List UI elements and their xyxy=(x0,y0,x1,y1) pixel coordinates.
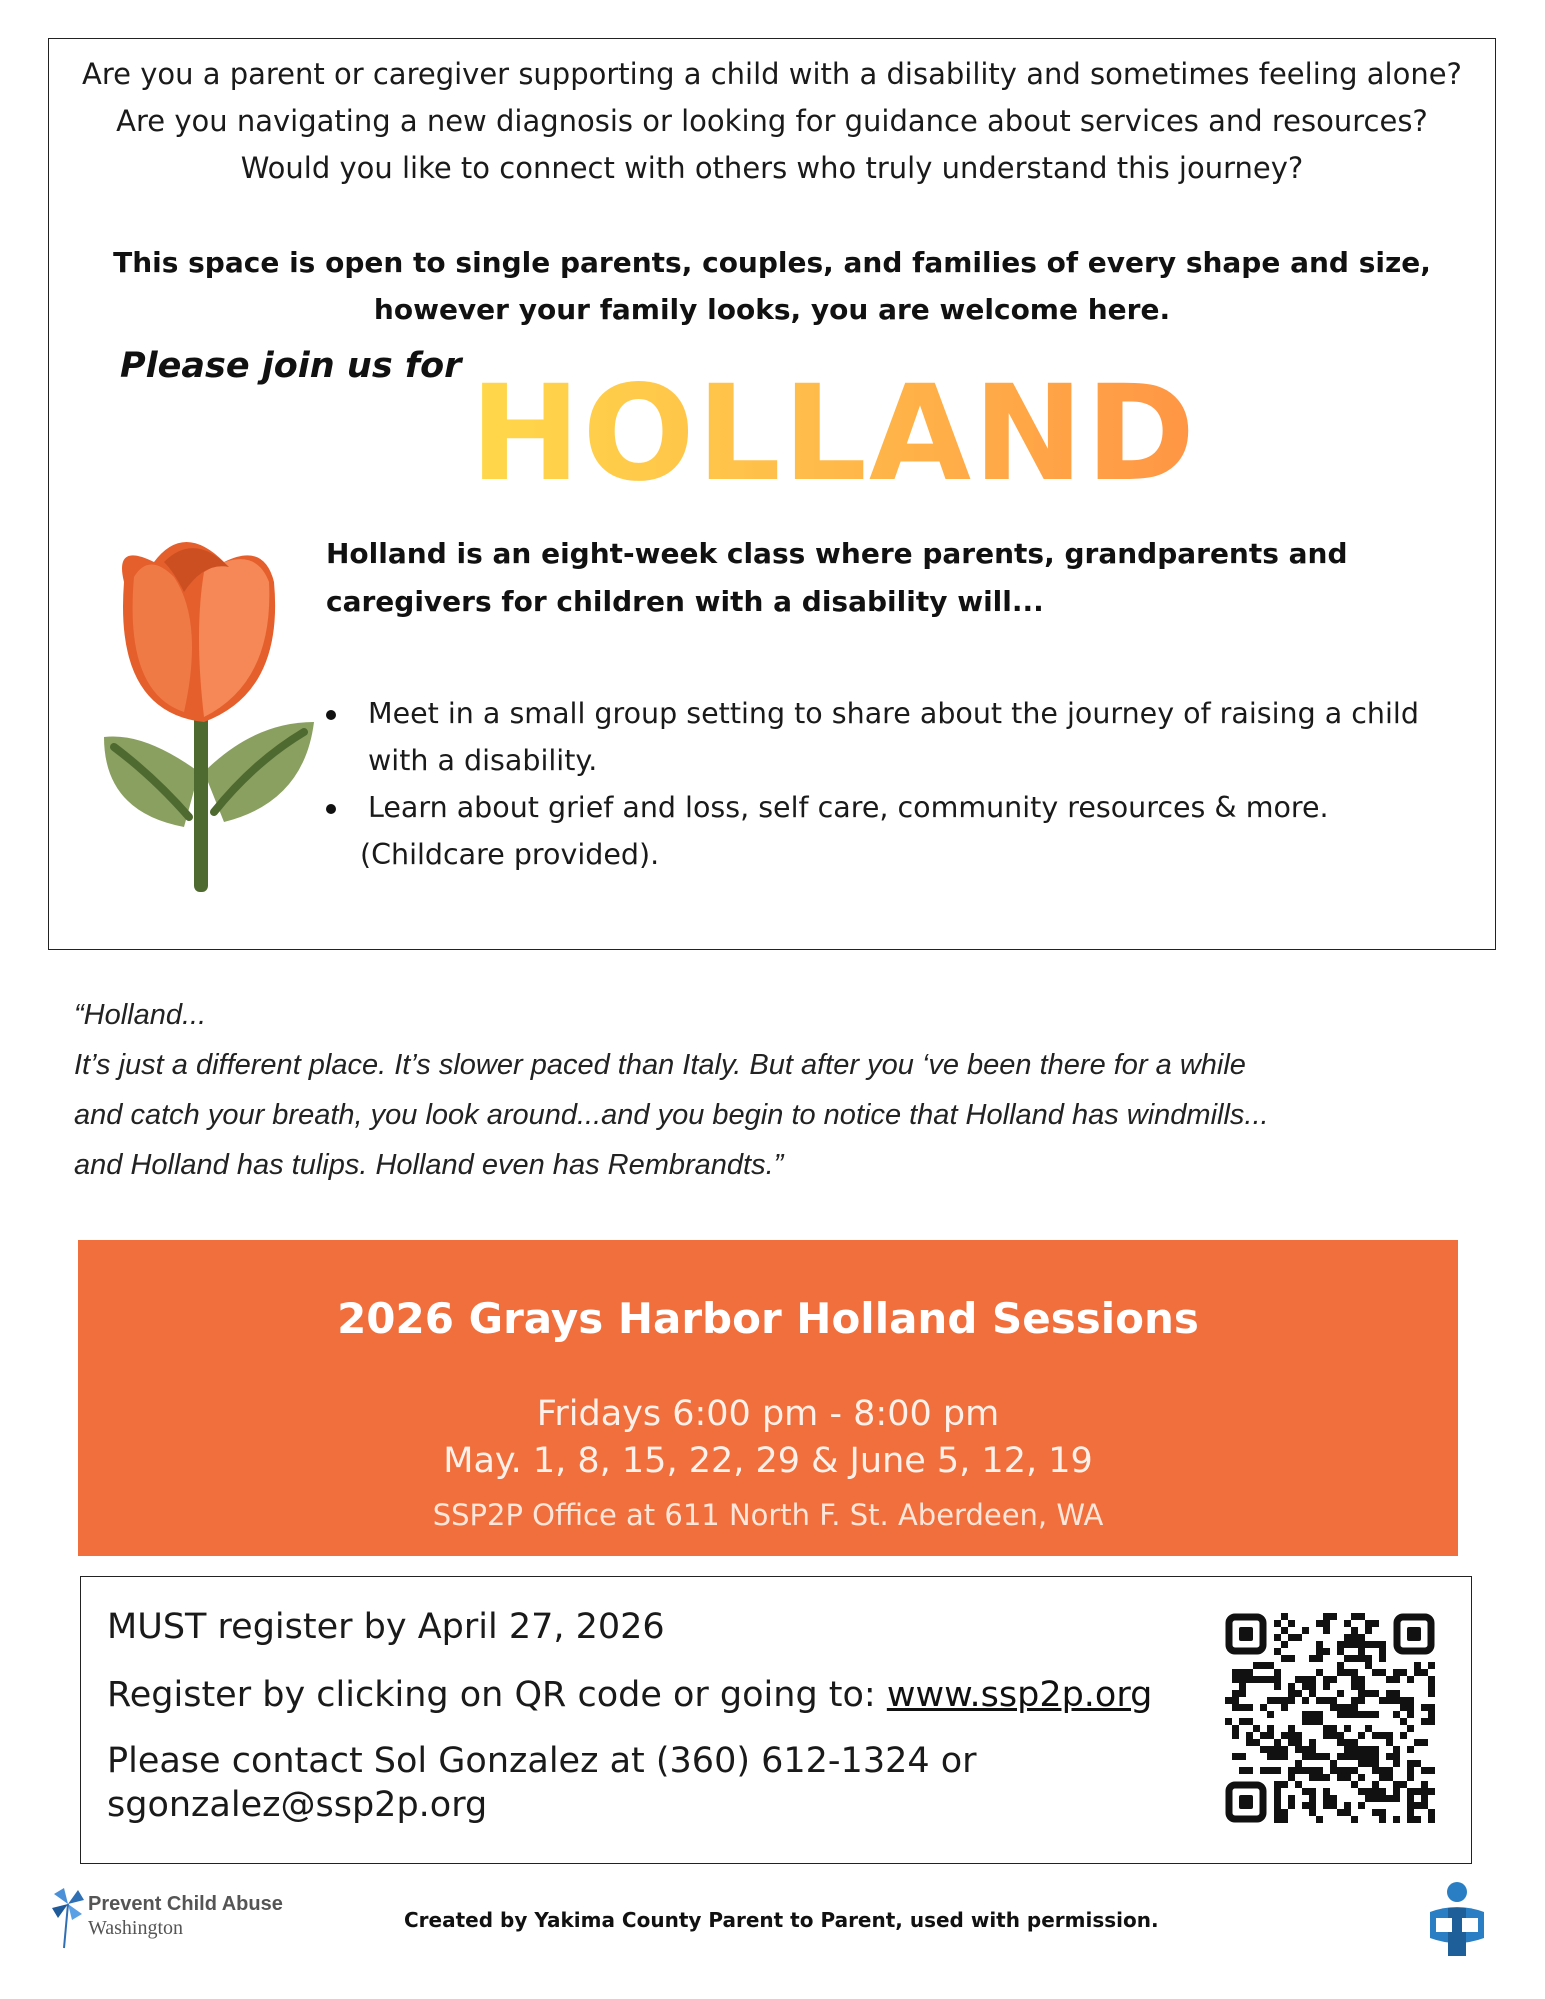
list-item xyxy=(326,784,1466,831)
intro-question-2: Are you navigating a new diagnosis or looking for guidance about services and resources? xyxy=(116,104,1428,138)
holland-quote xyxy=(74,990,1494,1190)
intro-question-3: Would you like to connect with others who truly understand this journey? xyxy=(240,151,1304,185)
childcare-note: (Childcare provided). xyxy=(360,838,660,871)
pca-state: Washington xyxy=(88,1917,184,1939)
register-link[interactable]: www.ssp2p.org xyxy=(886,1675,1153,1715)
register-instructions-text: Register by clicking on QR code or going to: xyxy=(107,1675,887,1715)
contact-email[interactable]: sgonzalez@ssp2p.org xyxy=(107,1785,488,1825)
welcome-line-1: This space is open to single parents, couples, and families of every shape and size, xyxy=(113,246,1431,279)
class-description: Holland is an eight-week class where parents, grandparents and caregivers for children with a disability will... xyxy=(326,537,1348,618)
register-deadline: MUST register by April 27, 2026 xyxy=(107,1607,665,1647)
bullet-icon xyxy=(326,804,336,814)
benefit-list xyxy=(326,690,1466,878)
list-item xyxy=(326,690,1466,784)
contact-line-1: Please contact Sol Gonzalez at (360) 612-1324 or xyxy=(107,1741,977,1781)
pinwheel-icon xyxy=(52,1888,84,1948)
prevent-child-abuse-logo xyxy=(48,1880,328,1950)
register-instructions xyxy=(107,1675,1152,1715)
sessions-dates: May. 1, 8, 15, 22, 29 & June 5, 12, 19 xyxy=(443,1441,1093,1481)
sessions-location: SSP2P Office at 611 North F. St. Aberdeen, WA xyxy=(432,1498,1104,1532)
quote-line-4: and Holland has tulips. Holland even has Rembrandts.” xyxy=(74,1149,784,1181)
sessions-title: 2026 Grays Harbor Holland Sessions xyxy=(337,1294,1199,1343)
list-item-text: Meet in a small group setting to share about the journey of raising a child with a disability. xyxy=(368,697,1419,777)
pca-name: Prevent Child Abuse xyxy=(88,1893,283,1915)
quote-line-3: and catch your breath, you look around...and you begin to notice that Holland has windmills... xyxy=(74,1099,1269,1131)
list-item-text: Learn about grief and loss, self care, community resources & more. xyxy=(368,791,1329,824)
sessions-time: Fridays 6:00 pm - 8:00 pm xyxy=(536,1394,1000,1434)
holland-title: HOLLAND xyxy=(470,357,1198,511)
quote-line-1: “Holland... xyxy=(74,999,207,1031)
welcome-line-2: however your family looks, you are welcome here. xyxy=(373,293,1171,326)
parent-to-parent-logo xyxy=(1422,1880,1492,1960)
footer-credit: Created by Yakima County Parent to Parent, used with permission. xyxy=(404,1908,1159,1932)
sessions-banner xyxy=(78,1240,1458,1556)
tulip-illustration xyxy=(54,522,334,902)
intro-question-1: Are you a parent or caregiver supporting a child with a disability and sometimes feeling alone? xyxy=(82,57,1462,91)
register-box xyxy=(80,1576,1472,1864)
qr-code[interactable] xyxy=(1225,1613,1435,1823)
quote-line-2: It’s just a different place. It’s slower paced than Italy. But after you ‘ve been there for a while xyxy=(74,1049,1246,1081)
bullet-icon xyxy=(326,710,336,720)
join-text: Please join us for xyxy=(120,346,462,386)
